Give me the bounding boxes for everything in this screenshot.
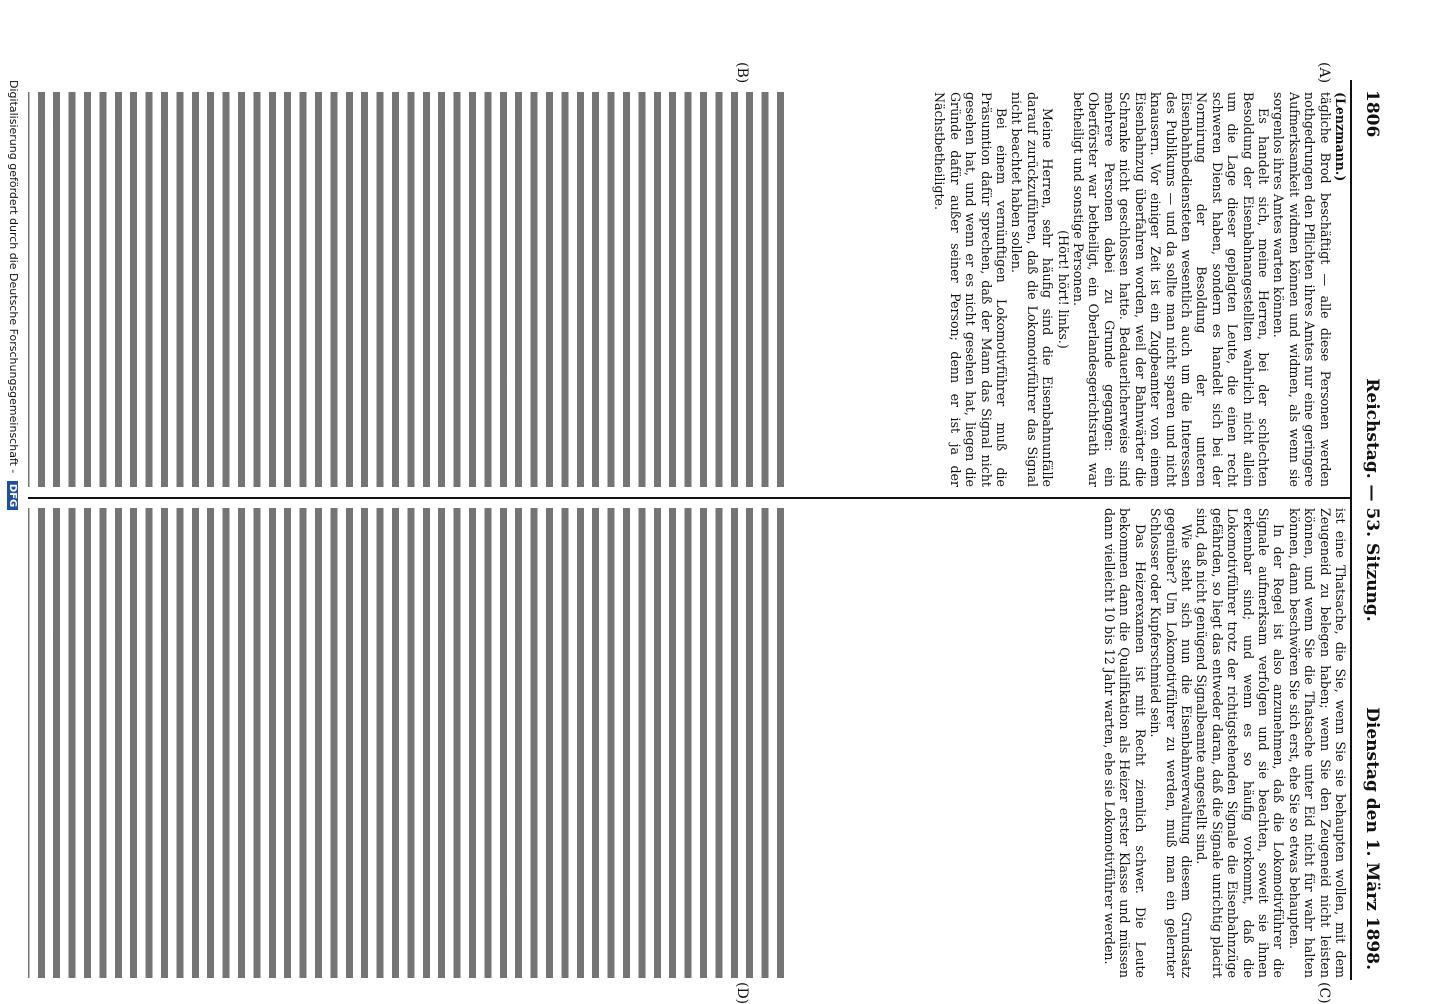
text-lines-texture — [28, 508, 788, 978]
footer-text: Digitalisierung gefördert durch die Deutsche Forschungsgemeinschaft - — [7, 80, 20, 474]
margin-marker-b: (B) — [734, 62, 750, 84]
text-lines-texture — [28, 92, 788, 487]
paragraph: Das Heizerexamen ist mit Recht ziemlich schwer. Die Leute bekommen dann die Qualifikation als Heizer erster Klasse und müssen dann vielleicht 10 bis 12 Jahr warten, ehe sie Lokomotivführer werden. — [1101, 508, 1148, 978]
paragraph: tägliche Brod beschäftigt — alle diese Personen werden nothgedrungen den Pflichten ihres Amtes nur eine geringere Aufmerksamkeit widmen können und widmen, als wenn sie sorgenlos ihres Amtes warten können. — [1271, 92, 1333, 487]
speaker-name: (Lenzmann.) — [1333, 92, 1348, 182]
page-header — [1350, 0, 1390, 1000]
margin-marker-d: (D) — [734, 982, 750, 1004]
column-divider — [28, 497, 1350, 499]
interjection: (Hört! hört! links.) — [1055, 230, 1071, 349]
digitization-footer — [7, 80, 20, 980]
page-number: 1806 — [1362, 90, 1382, 138]
paragraph: Meine Herren, sehr häufig sind die Eisenbahnunfälle darauf zurückzuführen, daß die Lokomotivführer das Signal nicht beachtet haben sollen. — [1009, 92, 1056, 487]
header-rule — [1350, 80, 1352, 980]
left-text-column — [28, 92, 1348, 487]
margin-marker-a: (A) — [1316, 62, 1332, 84]
margin-marker-c: (C) — [1316, 982, 1332, 1004]
dfg-logo: DFG — [7, 481, 18, 510]
paragraph: In der Regel ist also anzunehmen, daß die Lokomotivführer die Signale aufmerksam verfolgen und sie beachten, soweit sie ihnen erkennbar sind; und wenn es so häufig vorkommt, daß die Lokomotivführer trotz der richtigstehenden Signale die Eisenbahnzüge gefährden, so liegt das entweder daran, daß die Signale unrichtig placirt sind, daß nicht genügend Signalbeamte angestellt sind. — [1194, 508, 1287, 978]
right-text-column — [28, 508, 1348, 978]
paragraph: Wie steht sich nun die Eisenbahnverwaltung diesem Grundsatz gegenüber? Um Lokomotivführer zu werden, muß man ein gelernter Schlosser oder Kupferschmied sein. — [1148, 508, 1194, 978]
paragraph: Es handelt sich, meine Herren, bei der schlechten Besoldung der Eisenbahnangestellten wahrlich nicht allein um die Lage dieser geplagten Leute, die einen recht schweren Dienst haben, sondern es handelt sich bei der Normirung der Besoldung der unteren Eisenbahnbediensteten wesentlich auch um die Interessen des Publikums — und da sollte man nicht sparen und nicht knausern. Vor einiger Zeit ist ein Zugbeamter von einem Eisenbahnzug überfahren worden, weil der Bahnwärter die Schranke nicht geschlossen hatte. Bedauerlicherweise sind mehrere Personen dabei zu Grunde gegangen: ein Oberförster war betheiligt, ein Oberlandesgerichtsrath war betheiligt und sonstige Personen. — [1071, 92, 1271, 487]
page-title: Reichstag. — 53. Sitzung. — [1362, 378, 1382, 622]
paragraph: Bei einem vernünftigen Lokomotivführer muß die Präsumtion dafür sprechen, daß der Mann das Signal nicht gesehen hat, und wenn er es nicht gesehen hat, liegen die Gründe dafür außer seiner Person; denn er ist ja der Nächstbetheiligte. — [932, 92, 1010, 487]
session-date: Dienstag den 1. März 1898. — [1362, 707, 1382, 970]
paragraph: ist eine Thatsache, die Sie, wenn Sie sie behaupten wollen, mit dem Zeugeneid zu belegen haben; wenn Sie den Zeugeneid nicht leisten können, und wenn Sie die Thatsache unter Eid nicht für wahr halten können, dann beschwören Sie sich erst, ehe Sie so etwas behaupten. — [1286, 508, 1348, 978]
